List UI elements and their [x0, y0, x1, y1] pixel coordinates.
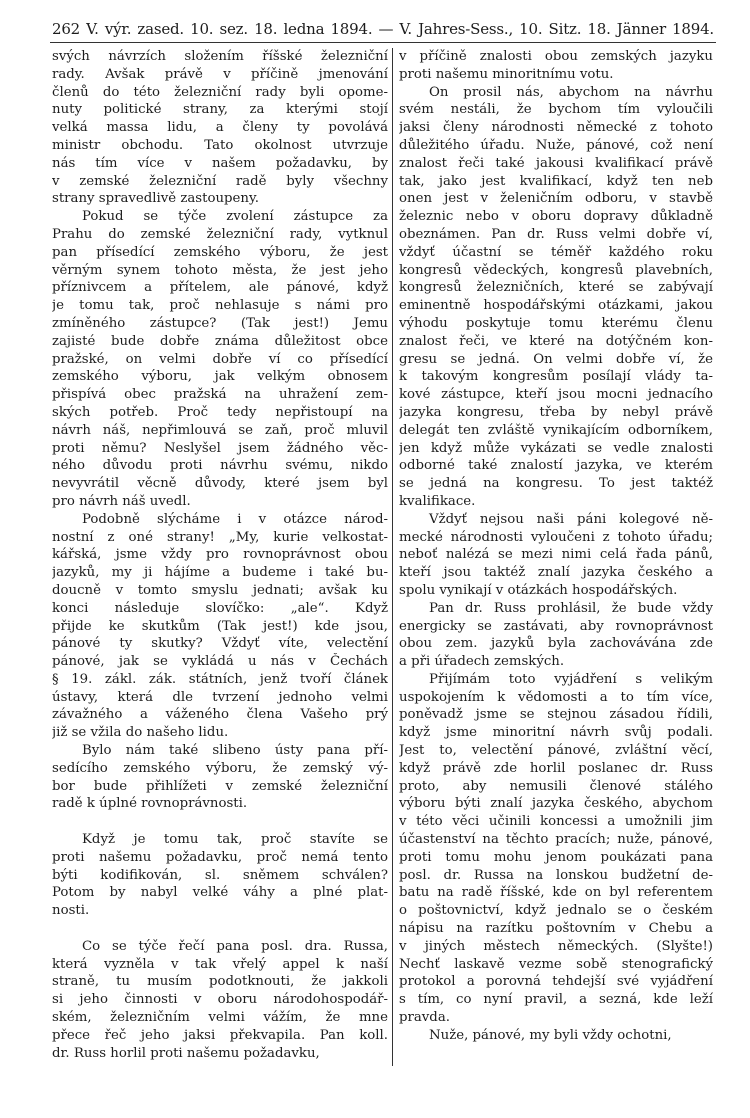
text-line: § 19. zákl. zák. státních, jenž tvoří článek — [52, 671, 388, 687]
text-line: pan přísedící zemského výboru, že jest — [52, 244, 388, 260]
text-line: Vždyť nejsou naši páni kolegové ně- — [429, 511, 713, 527]
text-line: návrh náš, nepřimlouvá se zaň, proč mluvil — [52, 422, 388, 438]
text-line: jaksi členy národnosti německé z tohoto — [399, 120, 713, 136]
text-line: výboru býti znalí jazyka českého, abychom — [399, 796, 713, 812]
text-line: konci následuje slovíčko: „ale“. Když — [52, 600, 388, 616]
text-line: o poštovnictví, když jednalo se o českém — [399, 903, 713, 919]
header-rule — [50, 42, 716, 43]
text-line: v jiných městech německých. (Slyšte!) — [399, 938, 713, 954]
text-line: účastenství na těchto pracích; nuže, pánové, — [399, 832, 713, 848]
text-line: Přijímám toto vyjádření s velikým — [429, 671, 713, 687]
page-header: 262 V. výr. zased. 10. sez. 18. ledna 1894. — V. Jahres-Sess., 10. Sitz. 18. Jänner 1894. — [52, 20, 714, 38]
text-line: přijde ke skutkům (Tak jest!) kde jsou, — [52, 618, 388, 634]
text-line: která vyzněla v tak vřelý appel k naší — [52, 956, 388, 972]
text-line: protokol a porovná tehdejší své vyjádření — [399, 974, 713, 990]
text-line: nuty politické strany, za kterými stojí — [52, 102, 388, 118]
text-line: jen když může vykázati se vedle znalosti — [399, 440, 713, 456]
paragraph — [52, 742, 388, 813]
text-line: nostní z oné strany! „My, kurie velkostat- — [52, 529, 388, 545]
text-line: znalost řeči také jakousi kvalifikací právě — [399, 155, 713, 171]
paragraph — [52, 511, 388, 742]
text-line: obeznámen. Pan dr. Russ velmi dobře ví, — [399, 226, 713, 242]
text-line: ských potřeb. Proč tedy nepřistoupí na — [52, 404, 388, 420]
text-line: bor bude přihlížeti v zemské železniční — [52, 778, 388, 794]
text-line: posl. dr. Russa na lonskou budžetní de- — [399, 867, 713, 883]
text-line: zemského výboru, jak velkým obnosem — [52, 369, 388, 385]
column-divider — [392, 48, 393, 1066]
text-line: výhodu poskytuje tomu kterému členu — [399, 315, 713, 331]
text-line: obou zem. jazyků byla zachovávána zde — [399, 636, 713, 652]
text-line: spolu vynikají v otázkách hospodářských. — [399, 582, 678, 598]
text-line: Když je tomu tak, proč stavíte se — [82, 832, 388, 848]
text-line: Prahu do zemské železniční rady, vytknul — [52, 226, 388, 242]
text-line: kářská, jsme vždy pro rovnoprávnost obou — [52, 547, 388, 563]
text-line: vždyť účastní se téměř každého roku — [399, 244, 713, 260]
text-line: Jest to, velectění pánové, zvláštní věcí, — [399, 743, 713, 759]
text-line: pražské, on velmi dobře ví co přísedící — [52, 351, 388, 367]
text-line: již se vžila do našeho lidu. — [52, 725, 229, 741]
text-line: je tomu tak, proč nehlasuje s námi pro — [52, 298, 388, 314]
text-line: Nuže, pánové, my byli vždy ochotni, — [429, 1027, 672, 1043]
text-line: přece řeč jeho jaksi překvapila. Pan koll. — [52, 1027, 388, 1043]
text-line: pro návrh náš uvedl. — [52, 493, 191, 509]
paragraph — [399, 48, 713, 84]
text-line: Potom by nabyl velké váhy a plné plat- — [52, 885, 388, 901]
text-line: delegát ten zvláště vynikajícím odborníkem, — [399, 422, 713, 438]
text-line: k takovým kongresům posílají vlády ta- — [399, 369, 713, 385]
text-line: železnic nebo v oboru dopravy důkladně — [399, 209, 713, 225]
text-line: v zemské železniční radě byly všechny — [52, 173, 388, 189]
text-line: v příčině znalosti obou zemských jazyku — [399, 49, 713, 64]
paragraph — [52, 48, 388, 208]
text-line: členů do této železniční rady byli opome- — [52, 84, 388, 100]
text-line: přispívá obec pražská na uhražení zem- — [52, 387, 388, 403]
text-line: kové zástupce, kteří jsou mocni jednacího — [399, 387, 713, 403]
text-line: pravda. — [399, 1010, 450, 1026]
text-line: uspokojením k vědomosti a to tím více, — [399, 689, 713, 705]
text-line: proti němu? Neslyšel jsem žádného věc- — [52, 440, 388, 456]
text-line: Pan dr. Russ prohlásil, že bude vždy — [429, 600, 713, 616]
text-line: Podobně slýcháme i v otázce národ- — [82, 511, 388, 527]
text-line: radě k úplné rovnoprávnosti. — [52, 796, 248, 812]
text-line: s tím, co nyní pravil, a sezná, kde leží — [399, 992, 713, 1008]
right-column — [399, 48, 713, 1045]
text-line: Pokud se týče zvolení zástupce za — [82, 209, 388, 225]
text-line: jazyka kongresu, třeba by nebyl právě — [399, 404, 713, 420]
text-line: když jsme minoritní návrh svůj podali. — [399, 725, 713, 741]
paragraph — [399, 1027, 713, 1045]
text-line: energicky se zastávati, aby rovnoprávnost — [399, 618, 713, 634]
paragraph — [52, 831, 388, 920]
text-line: znalost řeči, ve které na dotýčném kon- — [399, 333, 713, 349]
text-line: strany spravedlivě zastoupeny. — [52, 191, 259, 207]
text-line: a při úřadech zemských. — [399, 654, 565, 670]
text-line: sedícího zemského výboru, že zemský vý- — [52, 760, 388, 776]
paragraph — [399, 671, 713, 1027]
text-line: zmíněného zástupce? (Tak jest!) Jemu — [52, 315, 388, 331]
text-line: svém nestáli, že bychom tím vyloučili — [399, 102, 713, 118]
text-line: proto, aby nemusili členové stálého — [399, 778, 713, 794]
text-line: rady. Avšak právě v příčině jmenování — [52, 66, 388, 82]
text-line: Nechť laskavě vezme sobě stenografický — [399, 956, 713, 972]
text-line: velká massa lidu, a členy ty povolává — [52, 120, 388, 136]
text-line: kvalifikace. — [399, 493, 476, 509]
text-line: v této věci učinili koncessi a umožnili jim — [399, 814, 713, 830]
text-line: proti našemu požadavku, proč nemá tento — [52, 849, 388, 865]
text-line: nás tím více v našem požadavku, by — [52, 155, 388, 171]
text-line: kongresů vědeckých, kongresů plavebních, — [399, 262, 713, 278]
text-line: eminentně hospodářskými otázkami, jakou — [399, 298, 713, 314]
text-line: býti kodifikován, sl. sněmem schválen? — [52, 867, 388, 883]
paragraph — [399, 84, 713, 511]
text-line: doucně v tomto smyslu jednati; avšak ku — [52, 582, 388, 598]
text-line: proti našemu minoritnímu votu. — [399, 66, 614, 82]
paragraph — [399, 600, 713, 671]
paragraph — [52, 938, 388, 1063]
text-line: tak, jako jest kvalifikací, když ten neb — [399, 173, 713, 189]
text-line: když právě zde horlil poslanec dr. Russ — [399, 760, 713, 776]
text-line: důležitého úřadu. Nuže, pánové, což není — [399, 137, 713, 153]
text-line: kongresů železničních, které se zabývají — [399, 280, 713, 296]
text-line: nevyvrátil věcně důvody, které jsem byl — [52, 476, 388, 492]
text-line: dr. Russ horlil proti našemu požadavku, — [52, 1045, 320, 1061]
text-line: poněvadž jsme se stejnou zásadou řídili, — [399, 707, 713, 723]
text-line: si jeho činnosti v oboru národohospodář- — [52, 992, 388, 1008]
text-line: On prosil nás, abychom na návrhu — [429, 84, 713, 100]
text-line: nosti. — [52, 903, 90, 919]
text-line: mecké národnosti vyloučeni z tohoto úřadu; — [399, 529, 713, 545]
text-line: svých návrzích složením říšské železniční — [52, 49, 388, 64]
text-line: pánové ty skutky? Vždyť víte, velectění — [52, 636, 388, 652]
text-line: neboť nalézá se mezi nimi celá řada pánů, — [399, 547, 713, 563]
text-line: kteří jsou taktéž znalí jazyka českého a — [399, 565, 713, 581]
paragraph — [399, 511, 713, 600]
text-line: straně, tu musím podotknouti, že jakkoli — [52, 974, 388, 990]
text-line: Bylo nám také slibeno ústy pana pří- — [82, 743, 388, 759]
text-line: věrným synem tohoto města, že jest jeho — [52, 262, 388, 278]
paragraph — [52, 208, 388, 511]
text-line: ministr obchodu. Tato okolnost utvrzuje — [52, 137, 388, 153]
text-line: ském, železničním velmi vážím, že mne — [52, 1010, 388, 1026]
text-line: batu na radě říšské, kde on byl referentem — [399, 885, 713, 901]
text-line: jazyků, my ji hájíme a budeme i také bu- — [52, 565, 388, 581]
text-line: nápisu na razítku poštovním v Chebu a — [399, 921, 713, 937]
text-line: ného důvodu proti návrhu svému, nikdo — [52, 458, 388, 474]
text-line: odborné také znalostí jazyka, ve kterém — [399, 458, 713, 474]
text-line: závažného a váženého člena Vašeho prý — [52, 707, 388, 723]
text-line: ústavy, která dle tvrzení jednoho velmi — [52, 689, 388, 705]
left-column — [52, 48, 388, 1062]
text-line: gresu se jedná. On velmi dobře ví, že — [399, 351, 713, 367]
text-line: pánové, jak se vykládá u nás v Čechách — [52, 654, 388, 670]
text-line: proti tomu mohu jenom poukázati pana — [399, 849, 713, 865]
text-line: příznivcem a přítelem, ale pánové, když — [52, 280, 388, 296]
text-line: se jedná na kongresu. To jest taktéž — [399, 476, 713, 492]
text-line: Co se týče řečí pana posl. dra. Russa, — [82, 938, 388, 954]
text-line: zajisté bude dobře známa důležitost obce — [52, 333, 388, 349]
text-line: onen jest v želeničním odboru, v stavbě — [399, 191, 713, 207]
